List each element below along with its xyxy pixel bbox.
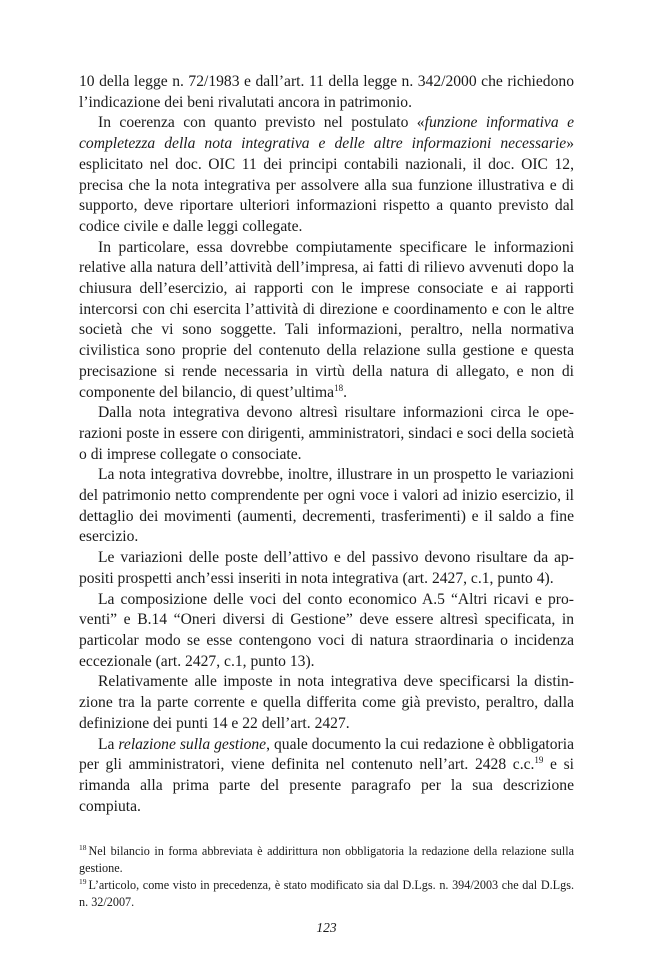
paragraph: Le variazioni delle poste dell’attivo e del passivo devono risultare da appositi prospetti anch’essi inseriti in nota integrativa (art. 2427, c.1, punto 4). [79, 549, 574, 587]
paragraph: 10 della legge n. 72/1983 e dall’art. 11 della legge n. 342/2000 che richiedono l’indicazione dei beni rivalutati ancora in patrimonio. [79, 73, 574, 111]
paragraph: La nota integrativa dovrebbe, inoltre, illustrare in un prospetto le variazioni del patrimonio netto comprendente per ogni voce i valori ad inizio esercizio, il dettaglio dei movimenti (aumenti, decrementi, trasferimenti) e il saldo a fine esercizio. [79, 466, 574, 546]
paragraph [79, 238, 574, 404]
paragraph: Dalla nota integrativa devono altresì risultare informazioni circa le operazioni poste in essere con dirigenti, amministratori, sindaci e soci della società o di imprese collegate o consociate. [79, 404, 574, 463]
paragraph [79, 113, 574, 237]
page-number: 123 [316, 920, 337, 936]
document-page [79, 72, 574, 936]
paragraph-text: » esplicitato nel doc. OIC 11 dei principi contabili nazionali, il doc. OIC 12, precisa che la nota integrativa per assolvere alla sua funzione illustrativa e di supporto, deve riportare ulteriori informazioni rispetto a quanto previsto dal codice civile e dalle leggi collegate. [79, 135, 574, 235]
footnotes [79, 843, 574, 910]
emphasized-text: funzione informativa e completezza della nota integrativa e delle altre informazioni necessarie [79, 114, 574, 153]
footnote-number: 19 [79, 877, 87, 887]
paragraph-text: , quale documento la cui redazione è obbligatoria per gli amministratori, viene definita nel contenuto nell’art. 2428 c.c. [79, 735, 575, 774]
body-text [79, 72, 574, 817]
paragraph-text: e si rimanda alla prima parte del presente paragrafo per la sua descrizione compiuta. [79, 756, 574, 815]
footnote-text: Nel bilancio in forma abbreviata è addirittura non obbligatoria la redazione della relazione sulla gestione. [79, 844, 574, 875]
paragraph-text: La [98, 735, 119, 753]
footnote-text: L’articolo, come visto in precedenza, è stato modificato sia dal D.Lgs. n. 394/2003 che dal D.Lgs. n. 32/2007. [79, 878, 574, 909]
footnote-reference: 19 [534, 755, 544, 766]
footnote [79, 877, 574, 910]
emphasized-text: relazione sulla gestione [118, 735, 267, 753]
paragraph-text: In particolare, essa dovrebbe compiutamente specificare le informazioni relative alla natura dell’attività dell’impresa, ai fatti di rilievo avvenuti dopo la chiusura dell’esercizio, ai rapporti con le imprese consociate e ai rapporti intercorsi con chi esercita l’attività di direzione e coordinamento e con le altre società che vi sono soggette. Tali informazioni, peraltro, nella normativa civilistica sono proprie del contenuto della relazione sulla gestione e questa precisazione si rende necessaria in virtù della natura di allegato, e non di componente del bilancio, di quest’ultima [79, 238, 574, 401]
paragraph-text: . [343, 383, 347, 401]
paragraph [79, 735, 574, 818]
footnote [79, 843, 574, 876]
paragraph: La composizione delle voci del conto economico A.5 “Altri ricavi e proventi” e B.14 “Oneri diversi di Gestione” deve essere altresì specificata, in particolar modo se esse contengono voci di natura straordinaria o incidenza eccezionale (art. 2427, c.1, punto 13). [79, 590, 574, 670]
paragraph-text: In coerenza con quanto previsto nel postulato « [98, 114, 425, 132]
footnote-reference: 18 [334, 382, 344, 393]
paragraph: Relativamente alle imposte in nota integrativa deve specificarsi la distinzione tra la parte corrente e quella differita come già previsto, peraltro, dalla definizione dei punti 14 e 22 dell’art. 2427. [79, 673, 574, 732]
footnote-number: 18 [79, 843, 87, 853]
